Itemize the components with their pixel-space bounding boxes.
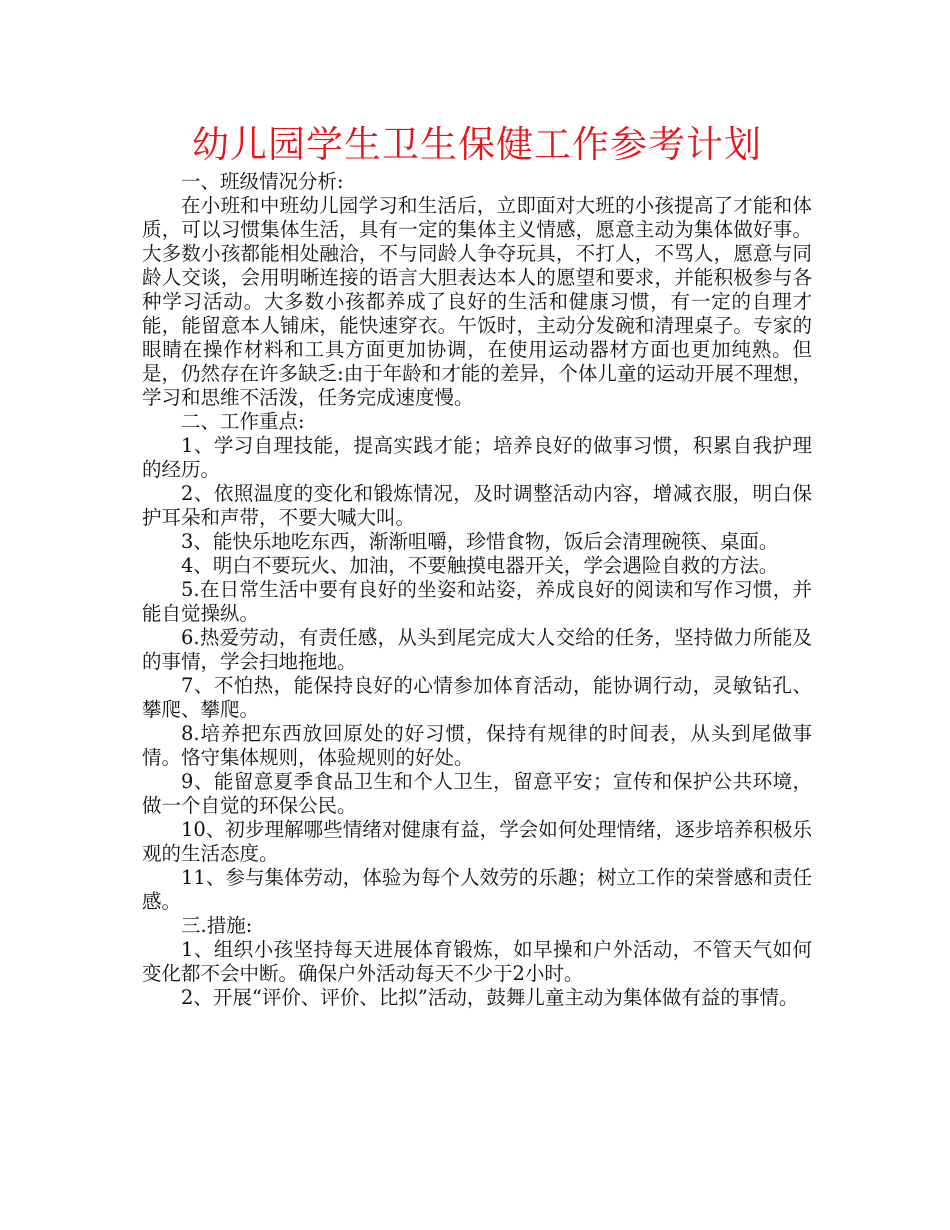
document-title: 幼儿园学生卫生保健工作参考计划 <box>192 123 762 166</box>
measure-item-2: 2、开展“评价、评价、比拟”活动，鼓舞儿童主动为集体做有益的事情。 <box>181 986 799 1009</box>
focus-item-2: 2、依照温度的变化和锻炼情况，及时调整活动内容，增减衣服，明白保护耳朵和声带，不要大喊大叫。 <box>142 482 812 529</box>
focus-item-1: 1、学习自理技能，提高实践才能；培养良好的做事习惯，积累自我护理的经历。 <box>142 434 812 481</box>
section-heading-analysis: 一、班级情况分析: <box>181 170 344 193</box>
focus-item-11: 11、参与集体劳动，体验为每个人效劳的乐趣；树立工作的荣誉感和责任感。 <box>142 866 812 913</box>
paragraph-analysis: 在小班和中班幼儿园学习和生活后，立即面对大班的小孩提高了才能和体质，可以习惯集体生活，具有一定的集体主义情感，愿意主动为集体做好事。大多数小孩都能相处融洽，不与同龄人争夺玩具，不打人，不骂人，愿意与同龄人交谈，会用明晰连接的语言大胆表达本人的愿望和要求，并能积极参与各种学习活动。大多数小孩都养成了良好的生活和健康习惯，有一定的自理才能，能留意本人铺床，能快速穿衣。午饭时，主动分发碗和清理桌子。专家的眼睛在操作材料和工具方面更加协调，在使用运动器材方面也更加纯熟。但是，仍然存在许多缺乏:由于年龄和才能的差异，个体儿童的运动开展不理想，学习和思维不活泼，任务完成速度慢。 <box>142 194 812 409</box>
focus-item-9: 9、能留意夏季食品卫生和个人卫生，留意平安；宣传和保护公共环境，做一个自觉的环保公民。 <box>142 770 812 817</box>
focus-item-3: 3、能快乐地吃东西，渐渐咀嚼，珍惜食物，饭后会清理碗筷、桌面。 <box>181 530 779 553</box>
section-heading-measures: 三.措施: <box>181 914 253 937</box>
measure-item-1: 1、组织小孩坚持每天进展体育锻炼，如早操和户外活动，不管天气如何变化都不会中断。确保户外活动每天不少于2小时。 <box>142 938 812 985</box>
focus-item-5: 5.在日常生活中要有良好的坐姿和站姿，养成良好的阅读和写作习惯，并能自觉操纵。 <box>142 578 812 625</box>
focus-item-7: 7、不怕热，能保持良好的心情参加体育活动，能协调行动，灵敏钻孔、攀爬、攀爬。 <box>142 674 812 721</box>
section-heading-focus: 二、工作重点: <box>181 410 305 433</box>
focus-item-6: 6.热爱劳动，有责任感，从头到尾完成大人交给的任务，坚持做力所能及的事情，学会扫地拖地。 <box>142 626 812 673</box>
focus-item-10: 10、初步理解哪些情绪对健康有益，学会如何处理情绪，逐步培养积极乐观的生活态度。 <box>142 818 812 865</box>
focus-item-8: 8.培养把东西放回原处的好习惯，保持有规律的时间表，从头到尾做事情。恪守集体规则，体验规则的好处。 <box>142 722 812 769</box>
focus-item-4: 4、明白不要玩火、加油，不要触摸电器开关，学会遇险自救的方法。 <box>181 554 779 577</box>
document-body <box>142 170 812 1010</box>
